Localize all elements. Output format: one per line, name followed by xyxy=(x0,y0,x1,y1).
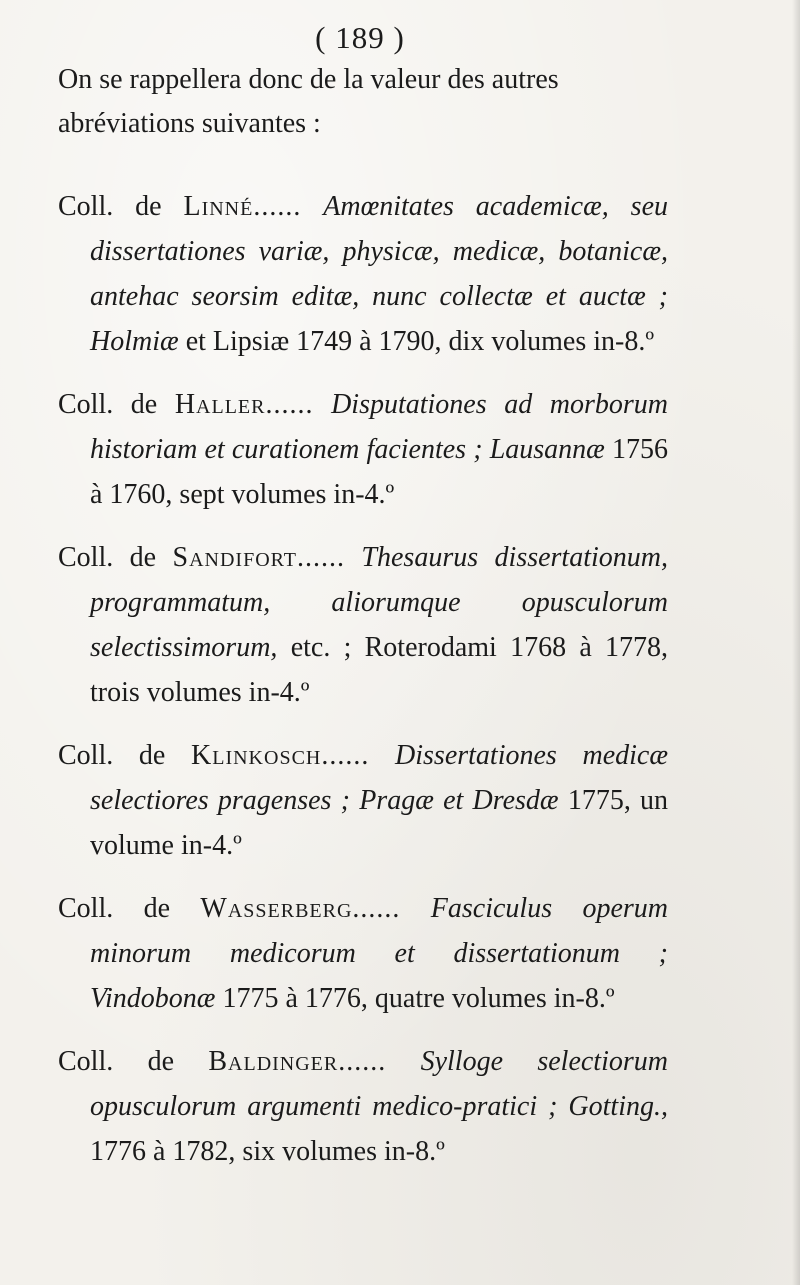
entry-publication: 1775 à 1776, quatre volumes in-8.º xyxy=(222,983,615,1014)
entry-baldinger xyxy=(58,1039,668,1174)
entry-leader-dots: ...... xyxy=(265,389,314,420)
entry-publication: et Lipsiæ 1749 à 1790, dix volumes in-8.º xyxy=(185,326,655,357)
entry-haller xyxy=(58,382,668,517)
intro-paragraph: On se rappellera donc de la valeur des autres abréviations suivantes : xyxy=(58,64,559,139)
entry-klinkosch xyxy=(58,733,668,868)
entry-leader-dots: ...... xyxy=(253,191,302,222)
entry-prefix: Coll. de xyxy=(58,893,171,924)
entry-prefix: Coll. de xyxy=(58,1046,175,1077)
entry-work-title: Thesaurus dissertationum, programmatum, aliorumque opusculorum selectissimorum, xyxy=(90,542,668,663)
entry-publication: 1776 à 1782, six volumes in-8.º xyxy=(90,1136,445,1167)
entry-prefix: Coll. de xyxy=(58,542,157,573)
entry-leader-dots: ...... xyxy=(321,740,370,771)
entry-work-title: Amœnitates academicæ, seu dissertationes variæ, physicæ, medicæ, botanicæ, antehac seorsim editæ, nunc collectæ et auctæ ; Holmiæ xyxy=(90,191,668,357)
entry-author: Klinkosch xyxy=(191,740,322,771)
entry-leader-dots: ...... xyxy=(352,893,401,924)
entry-work-title: Disputationes ad morborum historiam et curationem facientes ; Lausannæ xyxy=(90,389,669,465)
entry-leader-dots: ...... xyxy=(338,1046,387,1077)
entry-prefix: Coll. de xyxy=(58,191,162,222)
page-edge-shadow xyxy=(792,0,800,1285)
entry-work-title: Fasciculus operum minorum medicorum et dissertationum ; Vindobonæ xyxy=(90,893,669,1014)
entry-author: Linné xyxy=(183,191,254,222)
entry-author: Sandifort xyxy=(172,542,297,573)
page-number: ( 189 ) xyxy=(315,20,405,55)
page-body xyxy=(58,58,668,1192)
entry-work-title: Dissertationes medicæ selectiores pragenses ; Pragæ et Dresdæ xyxy=(90,740,669,816)
entry-publication: 1775, un volume in-4.º xyxy=(90,785,669,861)
entry-prefix: Coll. de xyxy=(58,389,158,420)
entry-wasserberg xyxy=(58,886,668,1021)
entry-work-title: Sylloge selectiorum opusculorum argumenti medico-pratici ; Gotting., xyxy=(90,1046,668,1122)
entry-author: Haller xyxy=(174,389,266,420)
entry-leader-dots: ...... xyxy=(297,542,345,573)
entry-publication: 1756 à 1760, sept volumes in-4.º xyxy=(90,434,669,510)
entry-publication: etc. ; Roterodami 1768 à 1778, trois volumes in-4.º xyxy=(90,632,669,708)
entry-author: Baldinger xyxy=(208,1046,339,1077)
entry-linne xyxy=(58,184,668,364)
entry-author: Wasserberg xyxy=(200,893,353,924)
entry-prefix: Coll. de xyxy=(58,740,166,771)
entry-sandifort xyxy=(58,535,668,715)
